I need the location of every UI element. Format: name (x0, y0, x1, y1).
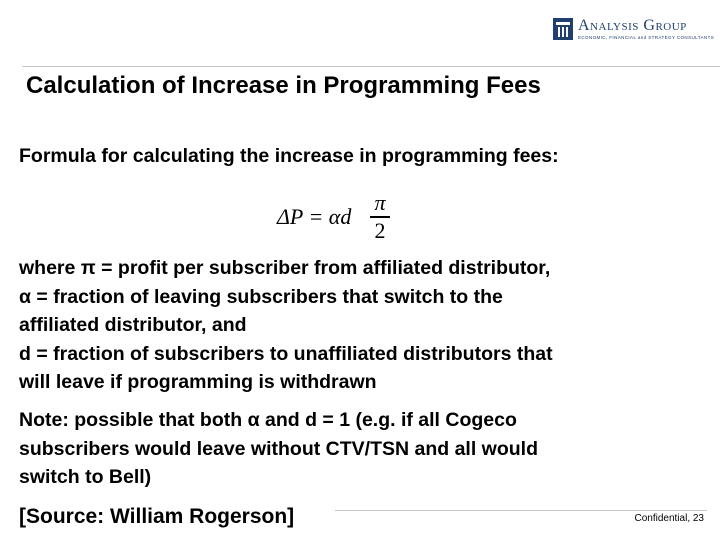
note-block (19, 406, 538, 492)
formula-fraction (370, 190, 390, 244)
formula (277, 190, 397, 246)
note-line: switch to Bell) (19, 466, 152, 488)
logo-name: Analysis Group (578, 16, 687, 34)
footer-confidential: Confidential, 23 (634, 513, 704, 524)
formula-numerator: π (374, 190, 386, 215)
definition-line: will leave if programming is withdrawn (19, 371, 377, 393)
formula-denominator: 2 (374, 217, 386, 243)
intro-text: Formula for calculating the increase in programming fees: (19, 145, 559, 167)
definition-line: d = fraction of subscribers to unaffiliated distributors that (19, 342, 553, 365)
company-logo (553, 16, 714, 42)
building-icon (553, 18, 573, 40)
note-line: subscribers would leave without CTV/TSN and all would (19, 437, 538, 460)
definition-line: where π = profit per subscriber from affiliated distributor, (19, 257, 551, 279)
note-line: Note: possible that both α and d = 1 (e.g. if all Cogeco (19, 409, 517, 431)
source-citation: [Source: William Rogerson] (19, 505, 295, 528)
title-divider (22, 66, 720, 67)
slide-title: Calculation of Increase in Programming Fees (26, 72, 541, 99)
definition-line: affiliated distributor, and (19, 314, 247, 336)
formula-lhs: ΔP = αd (277, 204, 352, 229)
definitions-block (19, 254, 553, 397)
definition-line: α = fraction of leaving subscribers that switch to the (19, 285, 503, 308)
footer-divider (335, 510, 707, 511)
logo-tagline: ECONOMIC, FINANCIAL and STRATEGY CONSULTANTS (578, 34, 715, 40)
